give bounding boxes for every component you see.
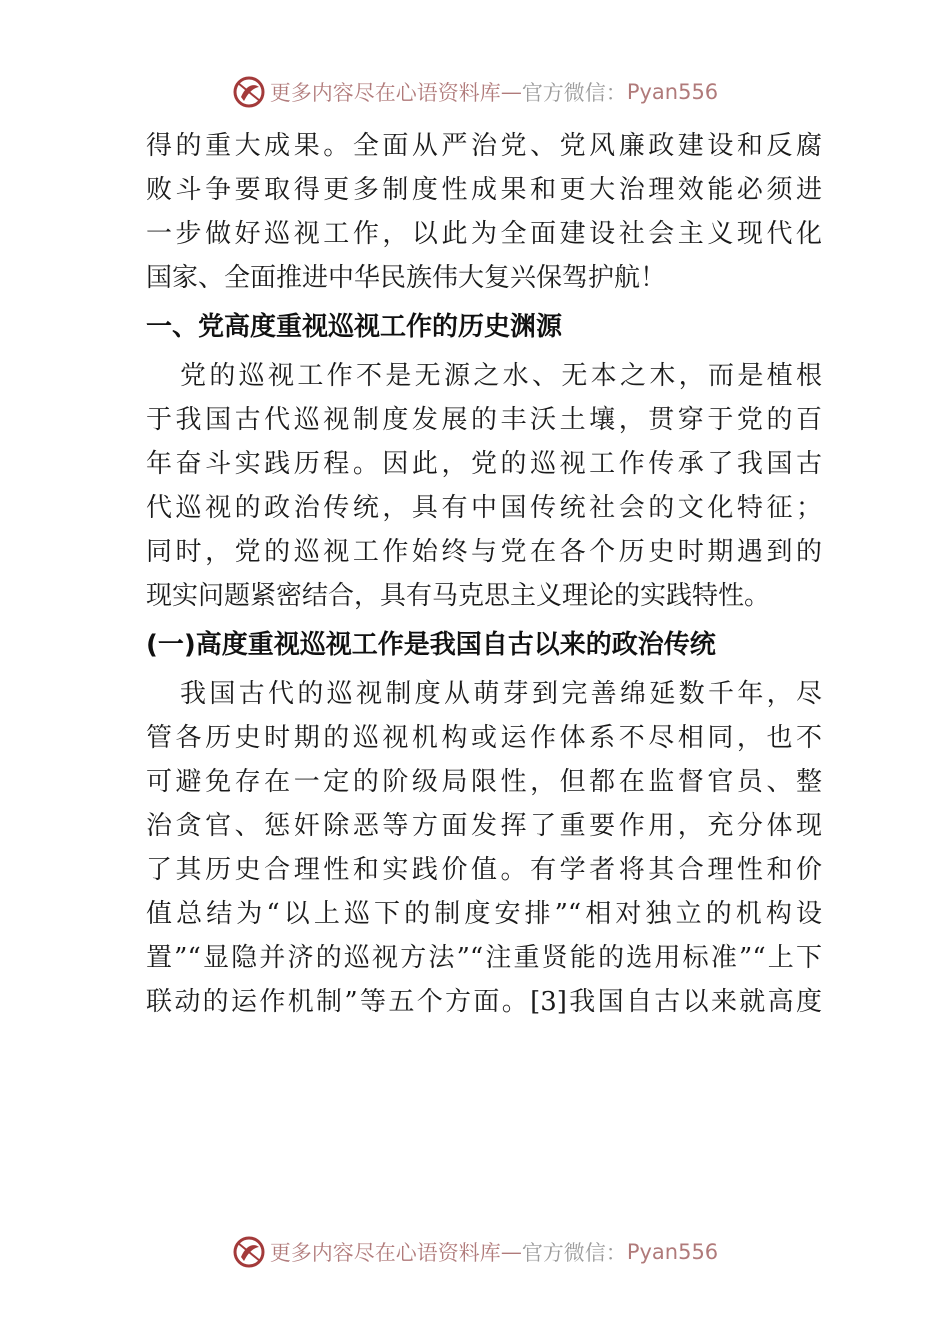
text-line: 我国古代的巡视制度从萌芽到完善绵延数千年，尽 bbox=[180, 679, 822, 709]
subsection-heading-1: (一)高度重视巡视工作是我国自古以来的政治传统 bbox=[146, 630, 716, 660]
text-line: 置”“显隐并济的巡视方法”“注重贤能的选用标准”“上下 bbox=[146, 943, 822, 973]
wechat-label: 官方微信： bbox=[521, 81, 627, 105]
brand-logo-icon bbox=[232, 1235, 266, 1269]
text-line: 败斗争要取得更多制度性成果和更大治理效能必须进 bbox=[146, 175, 822, 205]
document-body bbox=[146, 124, 822, 1024]
brand-separator: — bbox=[500, 80, 522, 104]
text-line: 年奋斗实践历程。因此，党的巡视工作传承了我国古 bbox=[146, 449, 822, 479]
text-line: 值总结为“以上巡下的制度安排”“相对独立的机构设 bbox=[146, 899, 822, 929]
brand-text: 更多内容尽在心语资料库 bbox=[269, 1241, 501, 1265]
section-heading-1: 一、党高度重视巡视工作的历史渊源 bbox=[146, 312, 563, 342]
paragraph-intro bbox=[146, 124, 822, 300]
text-line: 联动的运作机制”等五个方面。[3]我国自古以来就高度 bbox=[146, 987, 822, 1017]
text-line: 同时，党的巡视工作始终与党在各个历史时期遇到的 bbox=[146, 537, 822, 567]
brand-text: 更多内容尽在心语资料库 bbox=[269, 81, 501, 105]
text-line: 得的重大成果。全面从严治党、党风廉政建设和反腐 bbox=[146, 131, 822, 161]
brand-separator: — bbox=[500, 1240, 522, 1264]
text-line: 治贪官、惩奸除恶等方面发挥了重要作用，充分体现 bbox=[146, 811, 822, 841]
paragraph-subsection-1 bbox=[146, 672, 822, 1024]
text-line: 国家、全面推进中华民族伟大复兴保驾护航！ bbox=[146, 263, 667, 293]
wechat-label: 官方微信： bbox=[521, 1241, 627, 1265]
text-line: 党的巡视工作不是无源之水、无本之木，而是植根 bbox=[180, 361, 822, 391]
header-watermark bbox=[0, 72, 950, 112]
text-line: 现实问题紧密结合，具有马克思主义理论的实践特性。 bbox=[146, 581, 771, 611]
text-line: 了其历史合理性和实践价值。有学者将其合理性和价 bbox=[146, 855, 822, 885]
wechat-id: Pyan556 bbox=[626, 80, 719, 104]
text-line: 管各历史时期的巡视机构或运作体系不尽相同，也不 bbox=[146, 723, 822, 753]
text-line: 于我国古代巡视制度发展的丰沃土壤，贯穿于党的百 bbox=[146, 405, 822, 435]
paragraph-section-1 bbox=[146, 354, 822, 618]
footer-watermark bbox=[0, 1232, 950, 1272]
text-line: 可避免存在一定的阶级局限性，但都在监督官员、整 bbox=[146, 767, 822, 797]
text-line: 代巡视的政治传统，具有中国传统社会的文化特征； bbox=[146, 493, 822, 523]
text-line: 一步做好巡视工作，以此为全面建设社会主义现代化 bbox=[146, 219, 822, 249]
wechat-id: Pyan556 bbox=[626, 1240, 719, 1264]
brand-logo-icon bbox=[232, 75, 266, 109]
